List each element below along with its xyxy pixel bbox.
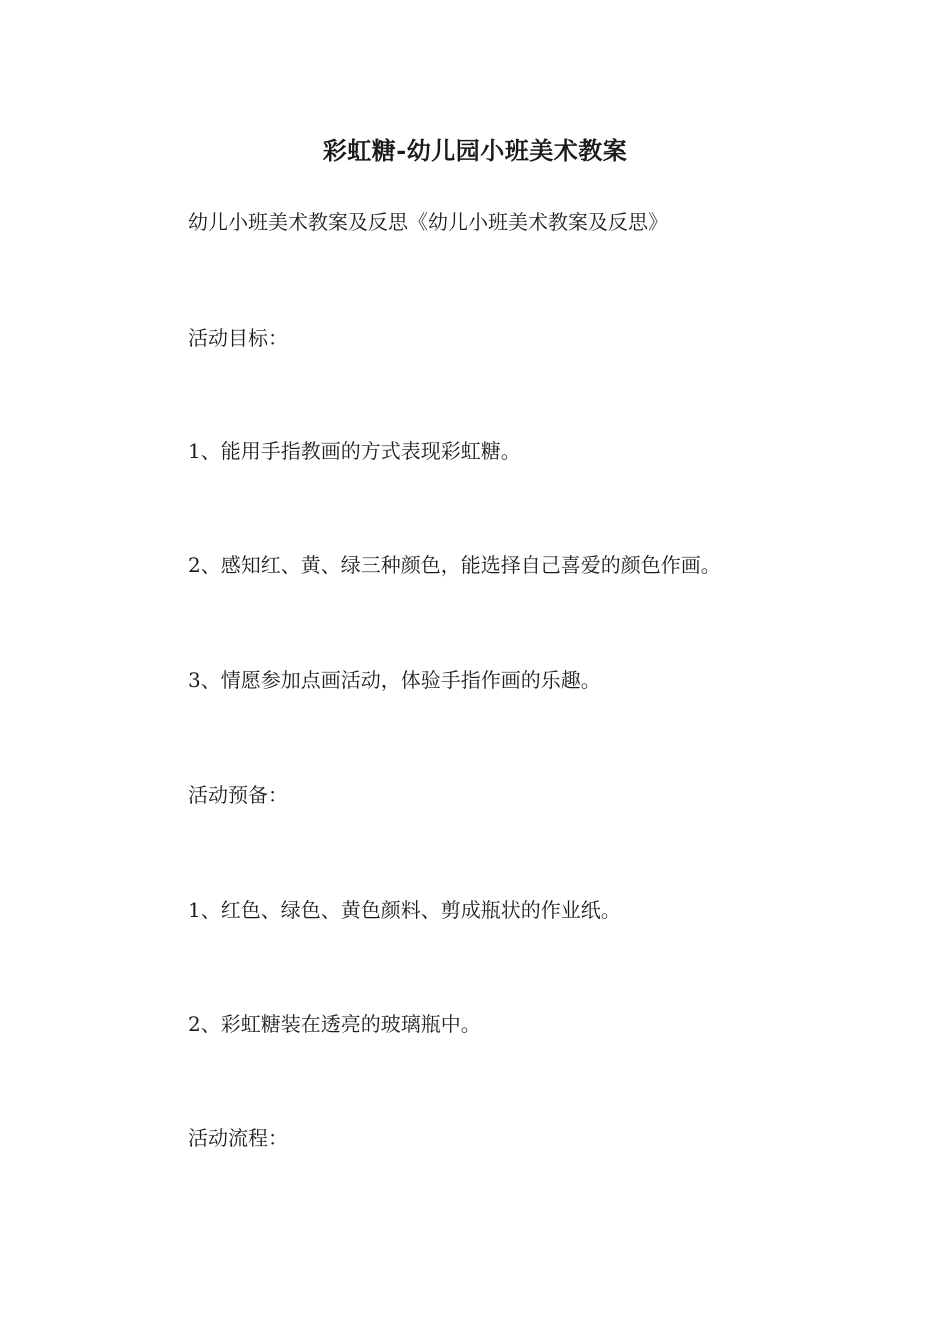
document-subtitle: 幼儿小班美术教案及反思《幼儿小班美术教案及反思》 bbox=[188, 210, 668, 234]
heading-activity-goals: 活动目标： bbox=[188, 326, 288, 350]
goal-item-2: 2、感知红、黄、绿三种颜色，能选择自己喜爱的颜色作画。 bbox=[188, 553, 721, 577]
heading-activity-process: 活动流程： bbox=[188, 1126, 288, 1150]
preparation-item-2: 2、彩虹糖装在透亮的玻璃瓶中。 bbox=[188, 1012, 481, 1036]
heading-activity-preparation: 活动预备： bbox=[188, 783, 288, 807]
goal-item-1: 1、能用手指教画的方式表现彩虹糖。 bbox=[188, 439, 521, 463]
goal-item-3: 3、情愿参加点画活动，体验手指作画的乐趣。 bbox=[188, 668, 601, 692]
document-title: 彩虹糖-幼儿园小班美术教案 bbox=[322, 136, 628, 165]
preparation-item-1: 1、红色、绿色、黄色颜料、剪成瓶状的作业纸。 bbox=[188, 898, 621, 922]
